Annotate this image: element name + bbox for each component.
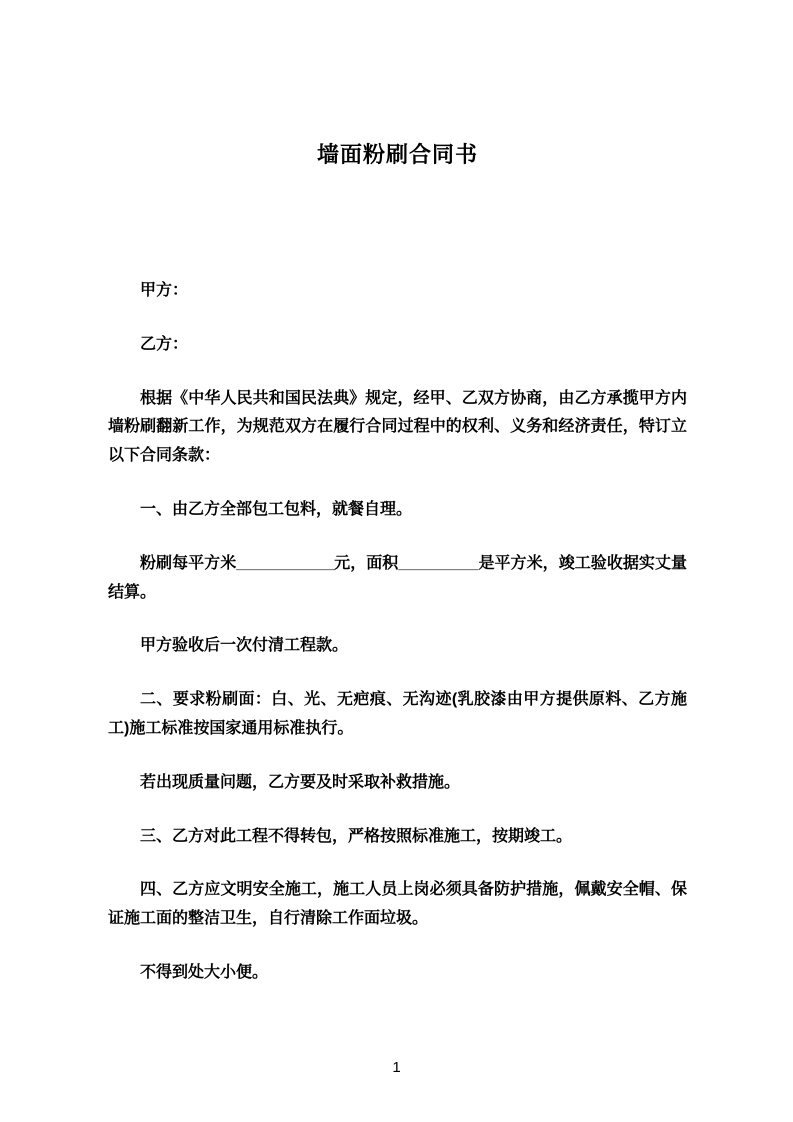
paragraph-clause-1: 一、由乙方全部包工包料，就餐自理。 (140, 500, 413, 518)
paragraph-price-blank: 粉刷每平方米___________元，面积_________是平方米，竣工验收据实丈量结算。 (108, 554, 687, 601)
paragraph-preamble: 根据《中华人民共和国民法典》规定，经甲、乙双方协商，由乙方承揽甲方内墙粉刷翻新工作，为规范双方在履行合同过程中的权利、义务和经济责任，特订立以下合同条款： (108, 389, 687, 465)
paragraph-clause-4: 四、乙方应文明安全施工，施工人员上岗必须具备防护措施，佩戴安全帽、保证施工面的整洁卫生，自行清除工作面垃圾。 (108, 881, 687, 928)
paragraph-clause-3: 三、乙方对此工程不得转包，严格按照标准施工，按期竣工。 (140, 827, 573, 845)
paragraph-party-b: 乙方： (140, 335, 189, 353)
paragraph-party-a: 甲方： (140, 282, 189, 299)
page-number: 1 (392, 1059, 401, 1076)
paragraph-quality-remedy: 若出现质量问题，乙方要及时采取补救措施。 (140, 773, 461, 791)
paragraph-payment: 甲方验收后一次付清工程款。 (140, 637, 349, 655)
paragraph-clause-2: 二、要求粉刷面：白、光、无疤痕、无沟迹(乳胶漆由甲方提供原料、乙方施工)施工标准按国家通用标准执行。 (108, 691, 687, 737)
document-title: 墙面粉刷合同书 (316, 142, 478, 167)
paragraph-hygiene-note: 不得到处大小便。 (140, 963, 269, 981)
